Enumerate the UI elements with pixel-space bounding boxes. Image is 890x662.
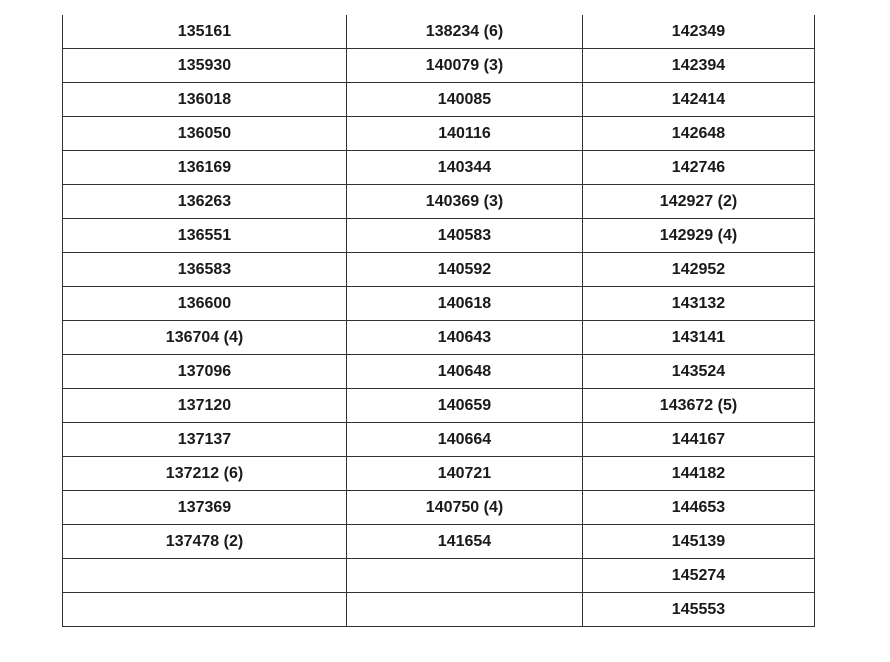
table-row — [63, 15, 815, 49]
table-cell: 136600 — [63, 287, 347, 321]
table-row — [63, 287, 815, 321]
table-cell: 136263 — [63, 185, 347, 219]
table-cell: 142414 — [583, 83, 815, 117]
table-row — [63, 253, 815, 287]
table-cell — [63, 593, 347, 627]
table-cell: 137137 — [63, 423, 347, 457]
table-row — [63, 491, 815, 525]
table-cell — [63, 559, 347, 593]
table-cell: 136169 — [63, 151, 347, 185]
table-cell: 140583 — [347, 219, 583, 253]
table-cell: 138234 (6) — [347, 15, 583, 49]
table-cell: 140648 — [347, 355, 583, 389]
table-row — [63, 49, 815, 83]
table-cell: 142394 — [583, 49, 815, 83]
table-row — [63, 525, 815, 559]
table-cell: 137096 — [63, 355, 347, 389]
table-cell: 140618 — [347, 287, 583, 321]
table-row — [63, 219, 815, 253]
table-cell: 136704 (4) — [63, 321, 347, 355]
table-cell: 140344 — [347, 151, 583, 185]
table-row — [63, 321, 815, 355]
table-cell: 140643 — [347, 321, 583, 355]
table-cell: 141654 — [347, 525, 583, 559]
table-row — [63, 117, 815, 151]
table-cell: 145274 — [583, 559, 815, 593]
table-row — [63, 457, 815, 491]
table-cell: 137120 — [63, 389, 347, 423]
table-cell: 144182 — [583, 457, 815, 491]
table-cell: 135161 — [63, 15, 347, 49]
table-cell: 142648 — [583, 117, 815, 151]
table-cell: 142746 — [583, 151, 815, 185]
table-cell: 135930 — [63, 49, 347, 83]
table-cell: 144653 — [583, 491, 815, 525]
table-row — [63, 355, 815, 389]
table-row — [63, 423, 815, 457]
table-cell: 140116 — [347, 117, 583, 151]
table-cell: 143524 — [583, 355, 815, 389]
table-cell: 140750 (4) — [347, 491, 583, 525]
table-cell: 140085 — [347, 83, 583, 117]
table-cell: 137478 (2) — [63, 525, 347, 559]
table-cell: 140592 — [347, 253, 583, 287]
table-cell: 143672 (5) — [583, 389, 815, 423]
table-cell: 136583 — [63, 253, 347, 287]
table-cell: 144167 — [583, 423, 815, 457]
table-row — [63, 559, 815, 593]
table-cell — [347, 559, 583, 593]
table-cell: 140369 (3) — [347, 185, 583, 219]
table-cell: 142349 — [583, 15, 815, 49]
table-row — [63, 185, 815, 219]
table-cell: 145553 — [583, 593, 815, 627]
table-row — [63, 389, 815, 423]
table-cell: 140659 — [347, 389, 583, 423]
number-table — [62, 15, 815, 627]
number-table-body — [63, 15, 815, 627]
table-cell: 143132 — [583, 287, 815, 321]
table-cell: 143141 — [583, 321, 815, 355]
table-cell: 137369 — [63, 491, 347, 525]
table-row — [63, 151, 815, 185]
table-cell: 137212 (6) — [63, 457, 347, 491]
table-cell: 140721 — [347, 457, 583, 491]
table-cell: 140079 (3) — [347, 49, 583, 83]
table-row — [63, 83, 815, 117]
table-cell — [347, 593, 583, 627]
table-cell: 136050 — [63, 117, 347, 151]
table-cell: 136551 — [63, 219, 347, 253]
table-cell: 142929 (4) — [583, 219, 815, 253]
table-cell: 140664 — [347, 423, 583, 457]
table-cell: 145139 — [583, 525, 815, 559]
table-cell: 136018 — [63, 83, 347, 117]
table-cell: 142927 (2) — [583, 185, 815, 219]
table-cell: 142952 — [583, 253, 815, 287]
table-row — [63, 593, 815, 627]
